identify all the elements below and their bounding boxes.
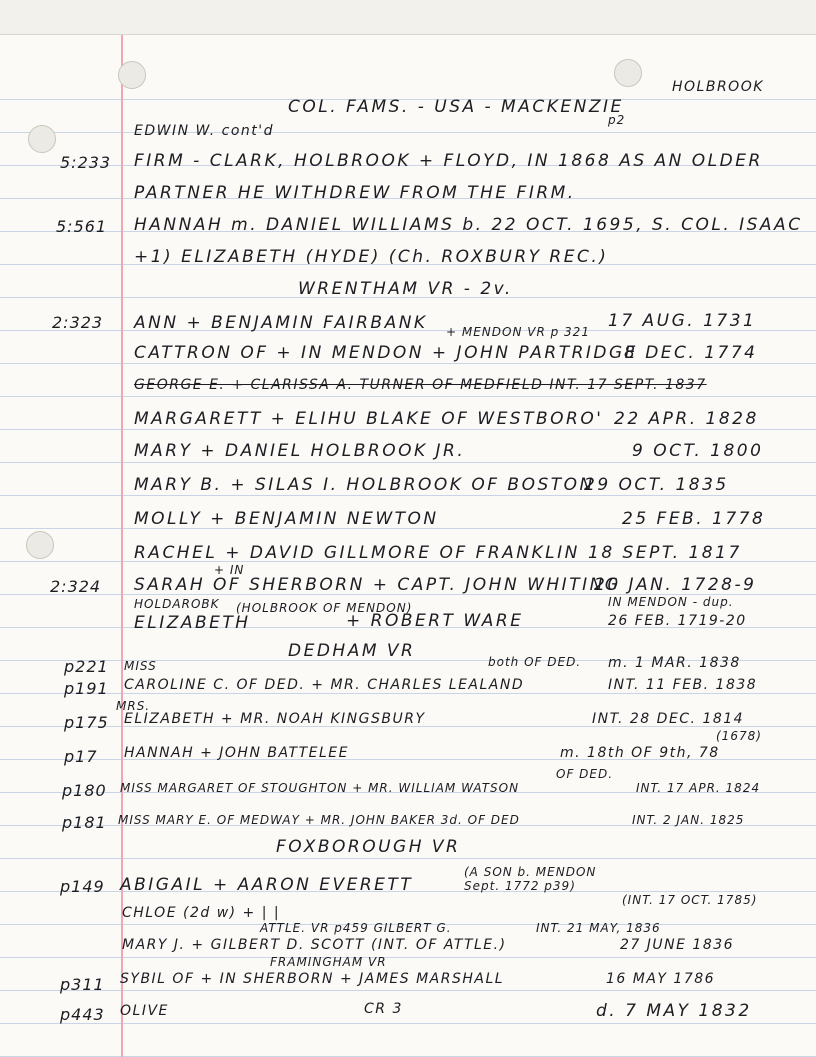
page-title: COL. FAMS. - USA - MACKENZIE	[288, 97, 624, 117]
margin-line	[121, 35, 123, 1057]
record-text: HANNAH + JOHN BATTELEE	[124, 745, 349, 761]
corner-name: HOLBROOK	[672, 79, 764, 95]
record-text: MARY J. + GILBERT D. SCOTT (INT. OF ATTLE.)	[122, 937, 507, 953]
record-text: RACHEL + DAVID GILLMORE OF FRANKLIN	[134, 543, 580, 563]
record-note: (HOLBROOK OF MENDON)	[236, 601, 413, 615]
record-text: SARAH OF SHERBORN + CAPT. JOHN WHITING	[134, 575, 621, 595]
record-date: 20 JAN. 1728-9	[594, 575, 757, 595]
subhead: EDWIN W. cont'd	[134, 123, 274, 139]
record-note: both OF DED.	[488, 655, 582, 669]
record-note: + IN	[214, 563, 245, 577]
ref-label: p149	[60, 877, 105, 896]
record-date: INT. 2 JAN. 1825	[632, 813, 745, 827]
record-note: ATTLE. VR p459 GILBERT G.	[260, 921, 452, 935]
ref-label: 2:324	[50, 577, 102, 596]
record-date: 18 SEPT. 1817	[588, 543, 742, 563]
record-date: 17 AUG. 1731	[608, 311, 757, 331]
record-note: FRAMINGHAM VR	[270, 955, 387, 969]
record-note: + MENDON VR p 321	[446, 325, 590, 339]
record-text: MOLLY + BENJAMIN NEWTON	[134, 509, 439, 529]
record-text-struck: GEORGE E. + CLARISSA A. TURNER OF MEDFIELD INT. 17 SEPT. 1837	[134, 377, 707, 393]
ref-label: p443	[60, 1005, 105, 1024]
record-date: INT. 11 FEB. 1838	[608, 677, 758, 693]
punch-hole	[28, 125, 56, 153]
punch-hole	[614, 59, 642, 87]
record-note: OF DED.	[556, 767, 614, 781]
ref-label: 5:233	[60, 153, 112, 172]
record-note: INT. 21 MAY, 1836	[536, 921, 661, 935]
record-text: + ROBERT WARE	[346, 611, 524, 631]
record-date: INT. 28 DEC. 1814	[592, 711, 745, 727]
record-date: 26 FEB. 1719-20	[608, 613, 747, 629]
record-date: m. 18th OF 9th, 78	[560, 745, 720, 761]
record-text: MARY B. + SILAS I. HOLBROOK OF BOSTON	[134, 475, 595, 495]
ref-label: p180	[62, 781, 107, 800]
ref-label: 5:561	[56, 217, 108, 236]
punch-hole	[26, 531, 54, 559]
record-date: 9 OCT. 1800	[632, 441, 764, 461]
record-text: ABIGAIL + AARON EVERETT	[120, 875, 414, 895]
entry-line: HANNAH m. DANIEL WILLIAMS b. 22 OCT. 1695, S. COL. ISAAC	[134, 215, 803, 235]
record-date: 16 MAY 1786	[606, 971, 716, 987]
record-note: MRS.	[116, 699, 151, 713]
record-text: ELIZABETH	[134, 613, 251, 633]
record-text: CHLOE (2d w) + | |	[122, 905, 281, 921]
ref-label: p181	[62, 813, 107, 832]
record-text: MISS MARY E. OF MEDWAY + MR. JOHN BAKER 3d. OF DED	[118, 813, 520, 827]
entry-line: PARTNER HE WITHDREW FROM THE FIRM.	[134, 183, 576, 203]
record-text: OLIVE	[120, 1003, 169, 1019]
record-note: HOLDAROBK	[134, 597, 220, 611]
record-text: SYBIL OF + IN SHERBORN + JAMES MARSHALL	[120, 971, 505, 987]
ref-label: p311	[60, 975, 105, 994]
record-text: MISS	[124, 659, 157, 673]
record-date: d. 7 MAY 1832	[596, 1001, 752, 1021]
section-heading-dedham: DEDHAM VR	[288, 641, 416, 661]
record-date: 25 FEB. 1778	[622, 509, 766, 529]
section-heading-foxborough: FOXBOROUGH VR	[276, 837, 461, 857]
ref-label: p17	[64, 747, 98, 766]
record-date: 8 DEC. 1774	[624, 343, 758, 363]
record-text: MARY + DANIEL HOLBROOK JR.	[134, 441, 466, 461]
ref-label: p191	[64, 679, 109, 698]
punch-hole	[118, 61, 146, 89]
record-date: (INT. 17 OCT. 1785)	[622, 893, 758, 907]
notebook-page	[0, 34, 816, 1057]
record-text: CATTRON OF + IN MENDON + JOHN PARTRIDGE	[134, 343, 638, 363]
record-note: IN MENDON - dup.	[608, 595, 734, 609]
ref-label: p175	[64, 713, 109, 732]
section-heading-wrentham: WRENTHAM VR - 2v.	[298, 279, 513, 299]
record-date: m. 1 MAR. 1838	[608, 655, 741, 671]
ref-label: p221	[64, 657, 109, 676]
record-text: ANN + BENJAMIN FAIRBANK	[134, 313, 428, 333]
ref-label: 2:323	[52, 313, 104, 332]
record-note: (1678)	[716, 729, 762, 743]
entry-line: FIRM - CLARK, HOLBROOK + FLOYD, IN 1868 AS AN OLDER	[134, 151, 763, 171]
record-date: 29 OCT. 1835	[584, 475, 729, 495]
title-page: p2	[608, 113, 626, 127]
record-text: ELIZABETH + MR. NOAH KINGSBURY	[124, 711, 426, 727]
record-date: 27 JUNE 1836	[620, 937, 735, 953]
entry-line: +1) ELIZABETH (HYDE) (Ch. ROXBURY REC.)	[134, 247, 609, 267]
record-text: MISS MARGARET OF STOUGHTON + MR. WILLIAM WATSON	[120, 781, 520, 795]
record-date: INT. 17 APR. 1824	[636, 781, 761, 795]
record-note: CR 3	[364, 1001, 403, 1017]
record-note: (A SON b. MENDON Sept. 1772 p39)	[464, 865, 597, 893]
record-text: CAROLINE C. OF DED. + MR. CHARLES LEALAND	[124, 677, 525, 693]
record-text: MARGARETT + ELIHU BLAKE OF WESTBORO'	[134, 409, 604, 429]
record-date: 22 APR. 1828	[614, 409, 759, 429]
